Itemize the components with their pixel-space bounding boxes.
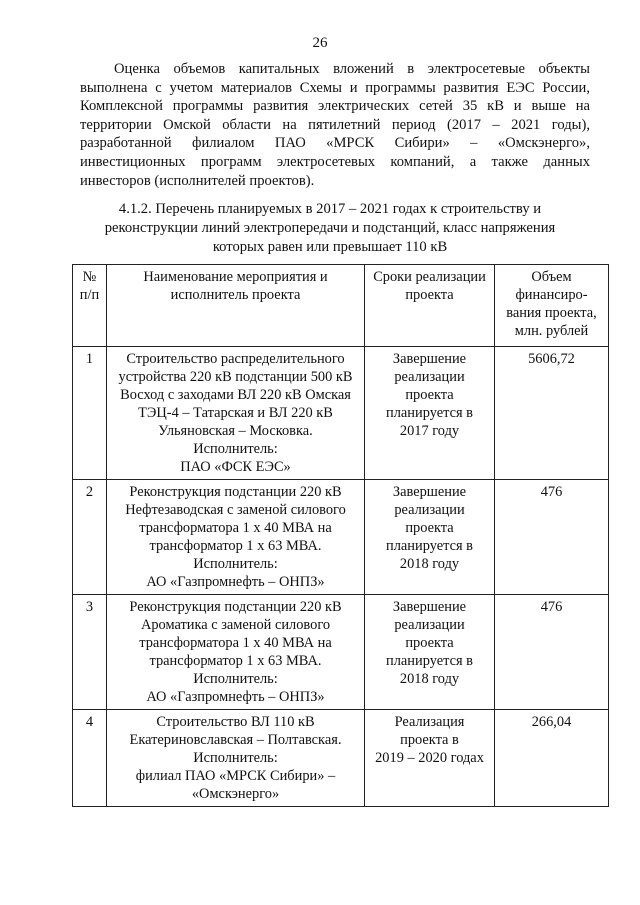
cell-number: 1 <box>73 347 107 480</box>
header-line: вания проекта, <box>506 305 597 321</box>
cell-line: Исполнитель: <box>193 441 278 457</box>
cell-financing: 266,04 <box>495 710 609 807</box>
cell-number: 3 <box>73 595 107 710</box>
cell-line: «Омскэнерго» <box>191 786 280 802</box>
cell-line: Исполнитель: <box>193 671 278 687</box>
cell-line: Нефтезаводская с заменой силового <box>125 502 346 518</box>
header-line: Наименование мероприятия и <box>143 269 328 285</box>
cell-line: Завершение <box>392 599 467 615</box>
cell-line: проекта <box>405 635 454 651</box>
cell-line: ТЭЦ-4 – Татарская и ВЛ 220 кВ <box>138 405 333 421</box>
section-heading: 4.1.2. Перечень планируемых в 2017 – 2021 годах к строительству и реконструкции линий электропередачи и подстанций, класс напряжения которых равен или превышает 110 кВ <box>104 201 556 255</box>
cell-line: 2018 году <box>399 671 460 687</box>
cell-number: 4 <box>73 710 107 807</box>
cell-line: Завершение <box>392 484 467 500</box>
header-line: Объем <box>531 269 572 285</box>
cell-line: АО «Газпромнефть – ОНПЗ» <box>146 689 325 705</box>
cell-line: трансформатора 1 х 40 МВА на <box>139 520 332 536</box>
cell-line: Исполнитель: <box>193 750 278 766</box>
table-row <box>73 595 609 710</box>
cell-line: Строительство ВЛ 110 кВ <box>156 714 315 730</box>
cell-term <box>365 710 495 807</box>
cell-line: 2019 – 2020 годах <box>375 750 484 766</box>
cell-line: Реконструкция подстанции 220 кВ <box>129 599 342 615</box>
cell-line: реализации <box>394 502 465 518</box>
header-line: млн. рублей <box>514 323 589 339</box>
header-line: п/п <box>79 287 100 303</box>
cell-line: Реализация <box>394 714 465 730</box>
cell-name <box>107 710 365 807</box>
cell-line: Реконструкция подстанции 220 кВ <box>129 484 342 500</box>
cell-line: трансформатор 1 х 63 МВА. <box>149 538 322 554</box>
cell-line: Исполнитель: <box>193 556 278 572</box>
table-row <box>73 480 609 595</box>
header-line: проекта <box>405 287 454 303</box>
header-number <box>73 265 107 347</box>
intro-paragraph: Оценка объемов капитальных вложений в электросетевые объекты выполнена с учетом материалов Схемы и программы развития ЕЭС России, Комплексной программы развития электрических сетей 35 кВ и выше на территории Омской области на пятилетний период (2017 – 2021 годы), разработанной филиалом ПАО «МРСК Сибири» – «Омскэнерго», инвестиционных программ электросетевых компаний, а также данных инвесторов (исполнителей проектов). <box>80 61 590 189</box>
cell-number: 2 <box>73 480 107 595</box>
cell-line: трансформатор 1 х 63 МВА. <box>149 653 322 669</box>
projects-table <box>72 264 609 807</box>
header-financing <box>495 265 609 347</box>
cell-line: планируется в <box>386 405 473 421</box>
header-line: исполнитель проекта <box>170 287 301 303</box>
cell-term <box>365 480 495 595</box>
cell-line: Ульяновская – Московка. <box>158 423 313 439</box>
cell-line: реализации <box>394 369 465 385</box>
cell-financing: 476 <box>495 480 609 595</box>
cell-name <box>107 480 365 595</box>
cell-line: трансформатора 1 х 40 МВА на <box>139 635 332 651</box>
cell-financing: 5606,72 <box>495 347 609 480</box>
cell-line: Восход с заходами ВЛ 220 кВ Омская <box>120 387 351 403</box>
cell-line: 2018 году <box>399 556 460 572</box>
cell-line: филиал ПАО «МРСК Сибири» – <box>135 768 336 784</box>
table-header-row <box>73 265 609 347</box>
cell-line: Строительство распределительного <box>126 351 345 367</box>
cell-line: устройства 220 кВ подстанции 500 кВ <box>118 369 353 385</box>
header-line: № <box>82 269 97 285</box>
table-row <box>73 710 609 807</box>
cell-line: проекта <box>405 520 454 536</box>
header-line: финансиро- <box>515 287 588 303</box>
cell-line: проекта <box>405 387 454 403</box>
cell-line: Ароматика с заменой силового <box>140 617 331 633</box>
cell-line: Завершение <box>392 351 467 367</box>
cell-financing: 476 <box>495 595 609 710</box>
cell-line: АО «Газпромнефть – ОНПЗ» <box>146 574 325 590</box>
header-term <box>365 265 495 347</box>
cell-line: реализации <box>394 617 465 633</box>
cell-line: планируется в <box>386 653 473 669</box>
cell-name <box>107 347 365 480</box>
cell-line: Екатериновславская – Полтавская. <box>129 732 342 748</box>
cell-line: планируется в <box>386 538 473 554</box>
cell-line: проекта в <box>400 732 459 748</box>
cell-name <box>107 595 365 710</box>
header-name <box>107 265 365 347</box>
cell-line: ПАО «ФСК ЕЭС» <box>180 459 291 475</box>
cell-term <box>365 595 495 710</box>
table-row <box>73 347 609 480</box>
page-number: 26 <box>312 35 328 51</box>
cell-line: 2017 году <box>399 423 460 439</box>
header-line: Сроки реализации <box>373 269 486 285</box>
cell-term <box>365 347 495 480</box>
